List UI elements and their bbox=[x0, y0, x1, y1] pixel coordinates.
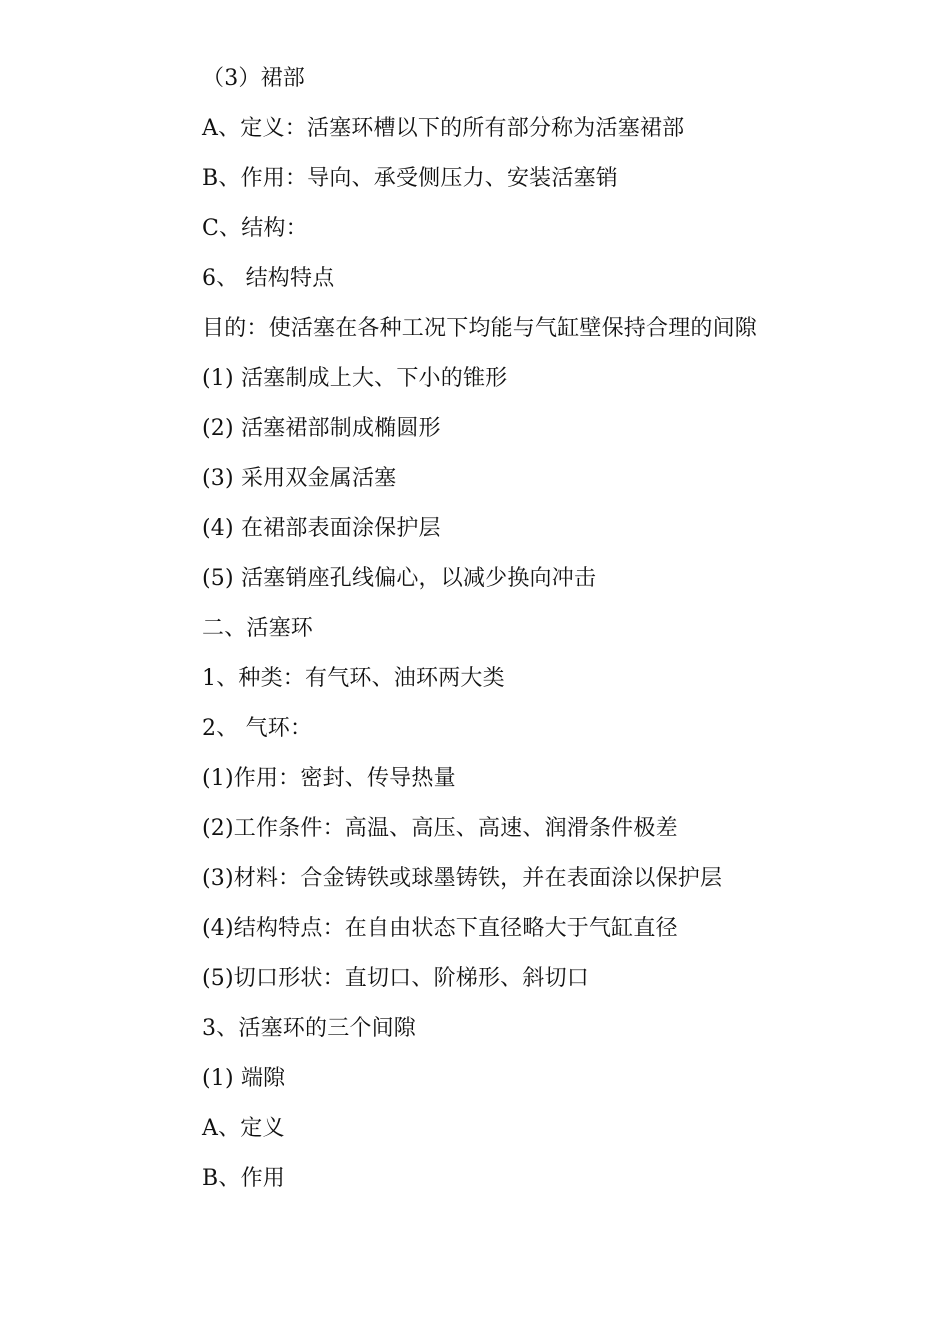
text-line: A、定义 bbox=[202, 1116, 285, 1141]
list-item: (5) 活塞销座孔线偏心，以减少换向冲击 bbox=[202, 566, 597, 591]
text-line: 1、种类：有气环、油环两大类 bbox=[202, 666, 505, 691]
list-item: (1) 端隙 bbox=[202, 1066, 286, 1091]
subsection-heading-gas-ring: 2、 气环： bbox=[202, 716, 313, 741]
text-line: B、作用：导向、承受侧压力、安装活塞销 bbox=[202, 166, 618, 191]
document-body bbox=[202, 64, 902, 1214]
list-item: (2) 活塞裙部制成椭圆形 bbox=[202, 416, 441, 441]
list-item: (3)材料：合金铸铁或球墨铸铁，并在表面涂以保护层 bbox=[202, 866, 723, 891]
list-item: (1)作用：密封、传导热量 bbox=[202, 766, 456, 791]
text-line: B、作用 bbox=[202, 1166, 285, 1191]
list-item: (2)工作条件：高温、高压、高速、润滑条件极差 bbox=[202, 816, 678, 841]
section-heading-piston-ring: 二、活塞环 bbox=[202, 616, 314, 641]
subsection-heading-skirt: （3）裙部 bbox=[202, 66, 305, 91]
list-item: (4)结构特点：在自由状态下直径略大于气缸直径 bbox=[202, 916, 678, 941]
list-item: (4) 在裙部表面涂保护层 bbox=[202, 516, 441, 541]
list-item: (3) 采用双金属活塞 bbox=[202, 466, 397, 491]
text-line: 目的：使活塞在各种工况下均能与气缸壁保持合理的间隙 bbox=[202, 316, 758, 341]
text-line: C、结构： bbox=[202, 216, 308, 241]
list-item: (5)切口形状：直切口、阶梯形、斜切口 bbox=[202, 966, 589, 991]
text-line: A、定义：活塞环槽以下的所有部分称为活塞裙部 bbox=[202, 116, 685, 141]
subsection-heading-structure: 6、 结构特点 bbox=[202, 266, 335, 291]
subsection-heading-ring-gaps: 3、活塞环的三个间隙 bbox=[202, 1016, 416, 1041]
list-item: (1) 活塞制成上大、下小的锥形 bbox=[202, 366, 508, 391]
